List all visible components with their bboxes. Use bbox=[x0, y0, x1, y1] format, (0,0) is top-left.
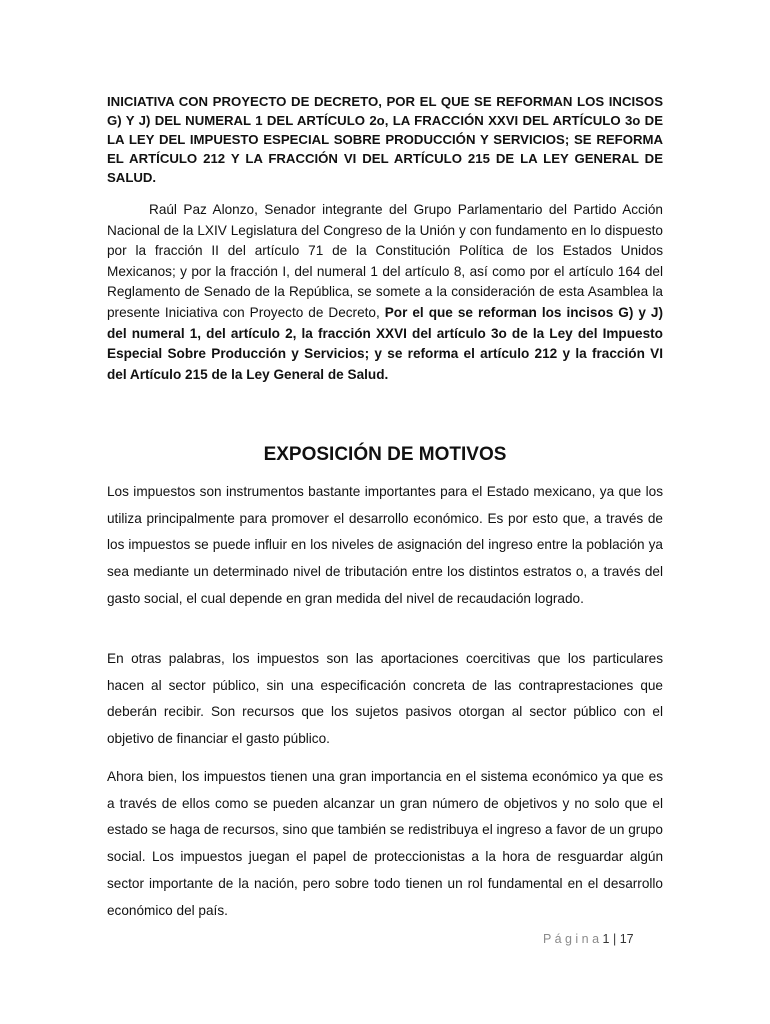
intro-bold-text: Por el que se reforman los incisos G) y J) del numeral 1, del artículo 2, la fracción XXVI del artículo 3o de la Ley del Impuesto Especial Sobre Producción y Servicios; y se reforma el artículo 212 y la fracción VI del Artículo 215 de la Ley General de Salud. bbox=[107, 304, 663, 382]
page-separator: | bbox=[612, 932, 617, 946]
intro-paragraph bbox=[107, 200, 663, 385]
total-pages: 17 bbox=[619, 932, 634, 946]
body-paragraph-2: En otras palabras, los impuestos son las aportaciones coercitivas que los particulares hacen al sector público, sin una especificación concreta de las contraprestaciones que deberán recibir. Son recursos que los sujetos pasivos otorgan al sector público con el objetivo de financiar el gasto público. bbox=[107, 651, 663, 747]
intro-text: Raúl Paz Alonzo, Senador integrante del Grupo Parlamentario del Partido Acción Nacional de la LXIV Legislatura del Congreso de la Unión y con fundamento en lo dispuesto por la fracción II del artículo 71 de la Constitución Política de los Estados Unidos Mexicanos; y por la fracción I, del numeral 1 del artículo 8, así como por el artículo 164 del Reglamento de Senado de la República, se somete a la consideración de esta Asamblea la presente Iniciativa con Proyecto de Decreto, bbox=[107, 202, 663, 320]
page-label: P á g i n a bbox=[543, 932, 600, 946]
page-number: 1 bbox=[602, 932, 610, 946]
body-paragraph-1: Los impuestos son instrumentos bastante importantes para el Estado mexicano, ya que los utiliza principalmente para promover el desarrollo económico. Es por esto que, a través de los impuestos se puede influir en los niveles de asignación del ingreso entre la población ya sea mediante un determinado nivel de tributación entre los distintos estratos o, a través del gasto social, el cual depende en gran medida del nivel de recaudación logrado. bbox=[107, 484, 663, 606]
body-paragraph-3: Ahora bien, los impuestos tienen una gran importancia en el sistema económico ya que es a través de ellos como se pueden alcanzar un gran número de objetivos y no solo que el estado se haga de recursos, sino que también se redistribuya el ingreso a favor de un grupo social. Los impuestos juegan el papel de proteccionistas a la hora de resguardar algún sector importante de la nación, pero sobre todo tienen un rol fundamental en el desarrollo económico del país. bbox=[107, 769, 663, 918]
section-heading: EXPOSICIÓN DE MOTIVOS bbox=[263, 444, 507, 465]
document-title: INICIATIVA CON PROYECTO DE DECRETO, POR EL QUE SE REFORMAN LOS INCISOS G) Y J) DEL NUMERAL 1 DEL ARTÍCULO 2o, LA FRACCIÓN XXVI DEL ARTÍCULO 3o DE LA LEY DEL IMPUESTO ESPECIAL SOBRE PRODUCCIÓN Y SERVICIOS; SE REFORMA EL ARTÍCULO 212 Y LA FRACCIÓN VI DEL ARTÍCULO 215 DE LA LEY GENERAL DE SALUD. bbox=[107, 94, 663, 185]
page-footer bbox=[543, 930, 673, 948]
